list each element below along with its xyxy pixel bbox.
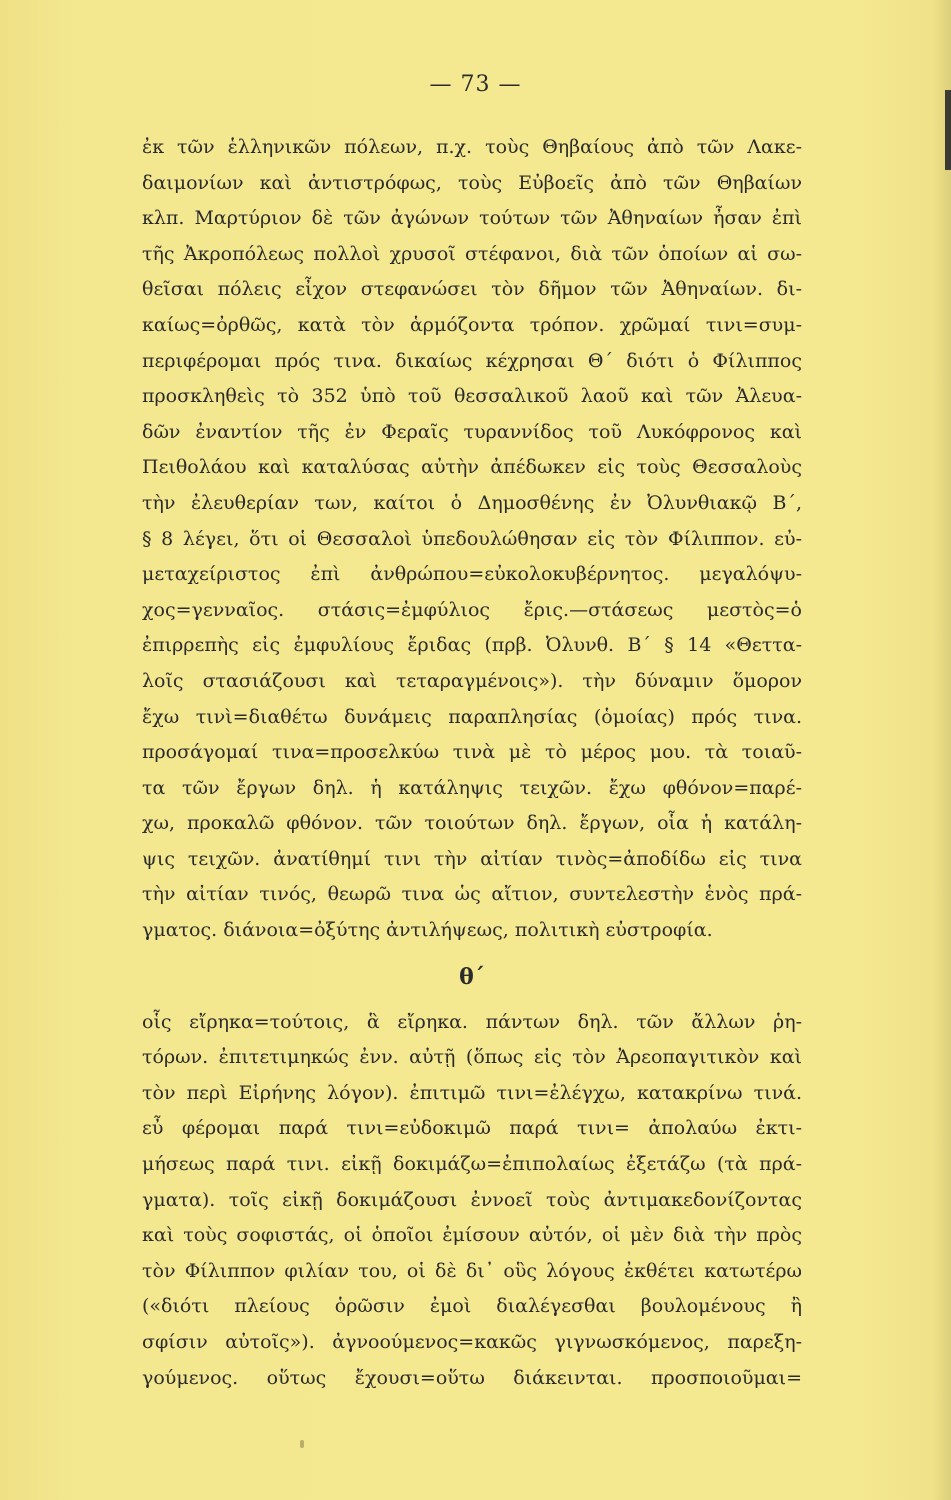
text-line: ἐκ τῶν ἑλληνικῶν πόλεων, π.χ. τοὺς Θηβαίους ἀπὸ τῶν Λακε- — [142, 136, 802, 158]
text-line: δῶν ἐναντίον τῆς ἐν Φεραῖς τυραννίδος τοῦ Λυκόφρονος καὶ — [142, 420, 802, 443]
text-line: χος=γενναῖος. στάσις=ἐμφύλιος ἔρις.—στάσεως μεστὸς=ὁ — [142, 598, 802, 621]
text-line: δαιμονίων καὶ ἀντιστρόφως, τοὺς Εὐβοεῖς ἀπὸ τῶν Θηβαίων — [142, 171, 802, 194]
text-line: Πειθολάου καὶ καταλύσας αὐτὴν ἀπέδωκεν εἰς τοὺς Θεσσαλοὺς — [142, 456, 802, 479]
section-heading: θ΄ — [459, 963, 485, 990]
text-line: περιφέρομαι πρός τινα. δικαίως κέχρησαι Θ΄ διότι ὁ Φίλιππος — [142, 349, 802, 372]
text-line: τὴν ἐλευθερίαν των, καίτοι ὁ Δημοσθένης ἐν Ὀλυνθιακῷ Β΄, — [142, 491, 802, 514]
text-line: γούμενος. οὕτως ἔχουσι=οὕτω διάκεινται. προσποιοῦμαι= — [142, 1366, 802, 1389]
text-line: («διότι πλείους ὁρῶσιν ἐμοὶ διαλέγεσθαι βουλομένους ἢ — [142, 1295, 802, 1318]
text-line: εὖ φέρομαι παρά τινι=εὐδοκιμῶ παρά τινι= ἀπολαύω ἐκτι- — [142, 1117, 802, 1140]
body-text — [142, 130, 802, 1396]
text-line: θεῖσαι πόλεις εἶχον στεφανώσει τὸν δῆμον τῶν Ἀθηναίων. δι- — [142, 278, 802, 301]
text-line: ψις τειχῶν. ἀνατίθημί τινι τὴν αἰτίαν τινὸς=ἀποδίδω εἰς τινα — [142, 847, 802, 870]
text-line: τὸν περὶ Εἰρήνης λόγον). ἐπιτιμῶ τινι=ἐλέγχω, κατακρίνω τινά. — [142, 1081, 802, 1104]
text-line: χω, προκαλῶ φθόνον. τῶν τοιούτων δηλ. ἔργων, οἷα ἡ κατάλη- — [142, 812, 802, 835]
text-line: μεταχείριστος ἐπὶ ἀνθρώπου=εὐκολοκυβέρνητος. μεγαλόψυ- — [142, 563, 802, 586]
page-number: — 73 — — [429, 72, 522, 97]
text-line: καίως=ὀρθῶς, κατὰ τὸν ἁρμόζοντα τρόπον. χρῶμαί τινι=συμ- — [142, 313, 802, 336]
page-edge-shadow — [933, 0, 951, 1500]
text-line: γματος. διάνοια=ὀξύτης ἀντιλήψεως, πολιτικὴ εὐστροφία. — [142, 919, 713, 942]
text-line: προσκληθεὶς τὸ 352 ὑπὸ τοῦ θεσσαλικοῦ λαοῦ καὶ τῶν Ἀλευα- — [142, 385, 802, 408]
page-edge-mark — [945, 90, 951, 170]
text-line: μήσεως παρά τινι. εἰκῇ δοκιμάζω=ἐπιπολαίως ἐξετάζω (τὰ πρά- — [142, 1153, 802, 1176]
text-line: τὴν αἰτίαν τινός, θεωρῶ τινα ὡς αἴτιον, συντελεστὴν ἑνὸς πρά- — [142, 883, 802, 906]
text-line: γματα). τοῖς εἰκῇ δοκιμάζουσι ἐννοεῖ τοὺς ἀντιμακεδονίζοντας — [142, 1188, 802, 1211]
text-line: καὶ τοὺς σοφιστάς, οἱ ὁποῖοι ἐμίσουν αὐτόν, οἱ μὲν διὰ τὴν πρὸς — [142, 1224, 802, 1247]
text-line: κλπ. Μαρτύριον δὲ τῶν ἀγώνων τούτων τῶν Ἀθηναίων ἦσαν ἐπὶ — [142, 207, 802, 230]
paper-mark — [300, 1440, 304, 1448]
text-line: τὸν Φίλιππον φιλίαν του, οἱ δὲ δι᾽ οὓς λόγους ἐκθέτει κατωτέρω — [142, 1259, 802, 1282]
text-line: λοῖς στασιάζουσι καὶ τεταραγμένοις»). τὴν δύναμιν ὅμορον — [142, 669, 802, 692]
text-line: οἷς εἴρηκα=τούτοις, ἃ εἴρηκα. πάντων δηλ. τῶν ἄλλων ῥη- — [142, 1010, 802, 1033]
text-line: τα τῶν ἔργων δηλ. ἡ κατάληψις τειχῶν. ἔχω φθόνον=παρέ- — [142, 776, 802, 799]
text-line: § 8 λέγει, ὅτι οἱ Θεσσαλοὶ ὑπεδουλώθησαν εἰς τὸν Φίλιππον. εὐ- — [142, 527, 802, 550]
text-line: τῆς Ἀκροπόλεως πολλοὶ χρυσοῖ στέφανοι, διὰ τῶν ὁποίων αἱ σω- — [142, 242, 802, 265]
text-line: ἐπιρρεπὴς εἰς ἐμφυλίους ἔριδας (πρβ. Ὀλυνθ. Β΄ § 14 «Θεττα- — [142, 634, 802, 657]
text-line: ἔχω τινὶ=διαθέτω δυνάμεις παραπλησίας (ὁμοίας) πρός τινα. — [142, 705, 802, 728]
text-line: τόρων. ἐπιτετιμηκώς ἐνν. αὐτῇ (ὅπως εἰς τὸν Ἀρεοπαγιτικὸν καὶ — [142, 1046, 802, 1069]
text-line: προσάγομαί τινα=προσελκύω τινὰ μὲ τὸ μέρος μου. τὰ τοιαῦ- — [142, 741, 802, 764]
text-line: σφίσιν αὐτοῖς»). ἀγνοούμενος=κακῶς γιγνωσκόμενος, παρεξη- — [142, 1331, 802, 1353]
